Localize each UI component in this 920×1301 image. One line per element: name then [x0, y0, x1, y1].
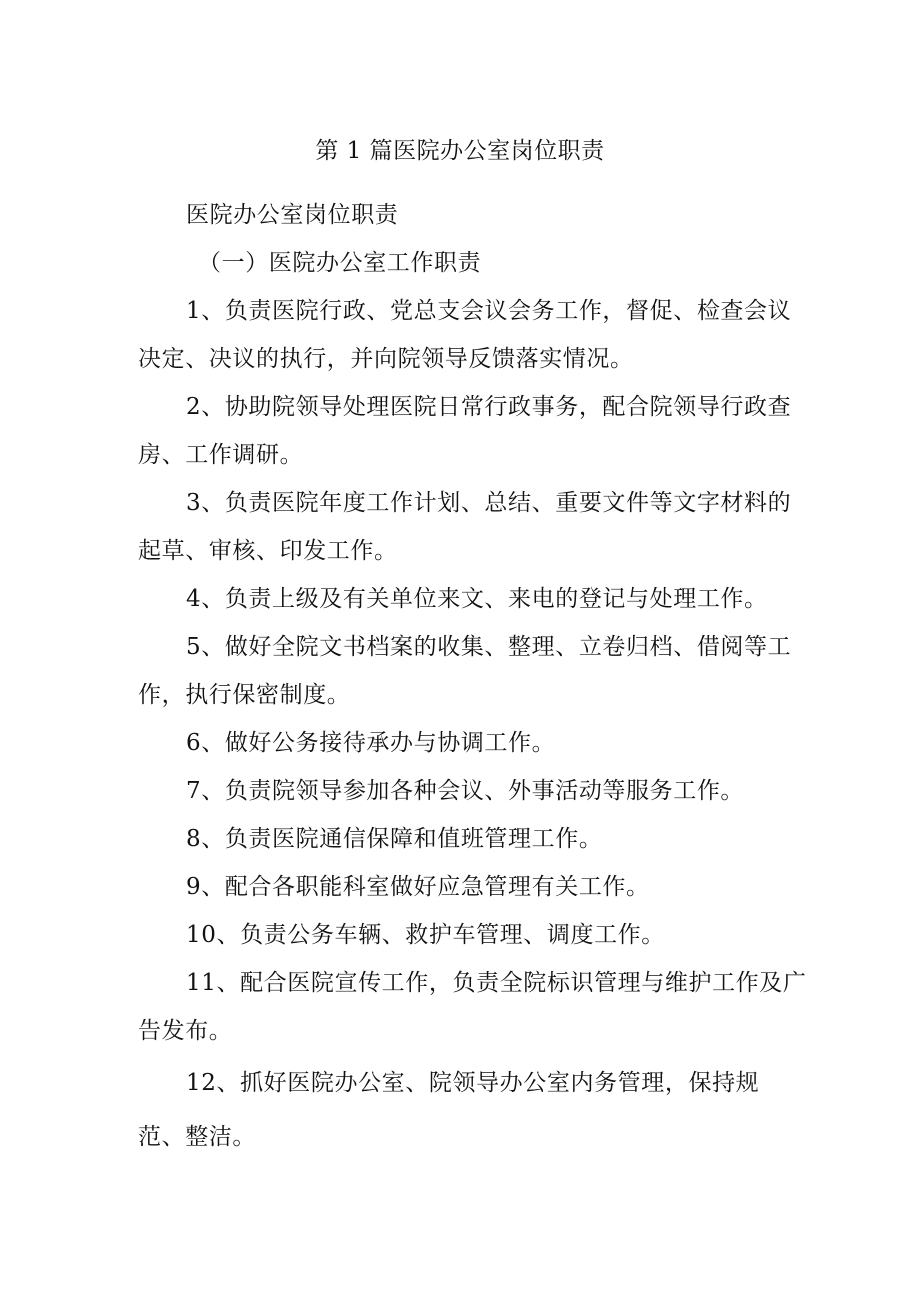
- paragraph-4: 4、负责上级及有关单位来文、来电的登记与处理工作。: [186, 586, 768, 612]
- paragraph-12-line-1: 12、抓好医院办公室、院领导办公室内务管理，保持规: [186, 1070, 760, 1096]
- paragraph-3-line-1: 3、负责医院年度工作计划、总结、重要文件等文字材料的: [186, 490, 792, 516]
- paragraph-11-line-2: 告发布。: [138, 1018, 233, 1044]
- subsection-heading: （一）医院办公室工作职责: [198, 250, 482, 276]
- paragraph-3-line-2: 起草、审核、印发工作。: [138, 538, 398, 564]
- section-heading: 医院办公室岗位职责: [186, 202, 399, 228]
- paragraph-5-line-2: 作，执行保密制度。: [138, 682, 351, 708]
- paragraph-10: 10、负责公务车辆、救护车管理、调度工作。: [186, 922, 665, 948]
- paragraph-12-line-2: 范、整洁。: [138, 1124, 256, 1150]
- paragraph-1-line-2: 决定、决议的执行，并向院领导反馈落实情况。: [138, 346, 634, 372]
- paragraph-6: 6、做好公务接待承办与协调工作。: [186, 730, 556, 756]
- paragraph-5-line-1: 5、做好全院文书档案的收集、整理、立卷归档、借阅等工: [186, 634, 792, 660]
- paragraph-9: 9、配合各职能科室做好应急管理有关工作。: [186, 874, 650, 900]
- paragraph-8: 8、负责医院通信保障和值班管理工作。: [186, 826, 603, 852]
- paragraph-1-line-1: 1、负责医院行政、党总支会议会务工作，督促、检查会议: [186, 298, 792, 324]
- document-title: 第 1 篇医院办公室岗位职责: [315, 138, 605, 164]
- paragraph-2-line-1: 2、协助院领导处理医院日常行政事务，配合院领导行政查: [186, 394, 792, 420]
- paragraph-2-line-2: 房、工作调研。: [138, 442, 304, 468]
- paragraph-11-line-1: 11、配合医院宣传工作，负责全院标识管理与维护工作及广: [186, 970, 807, 996]
- paragraph-7: 7、负责院领导参加各种会议、外事活动等服务工作。: [186, 778, 745, 804]
